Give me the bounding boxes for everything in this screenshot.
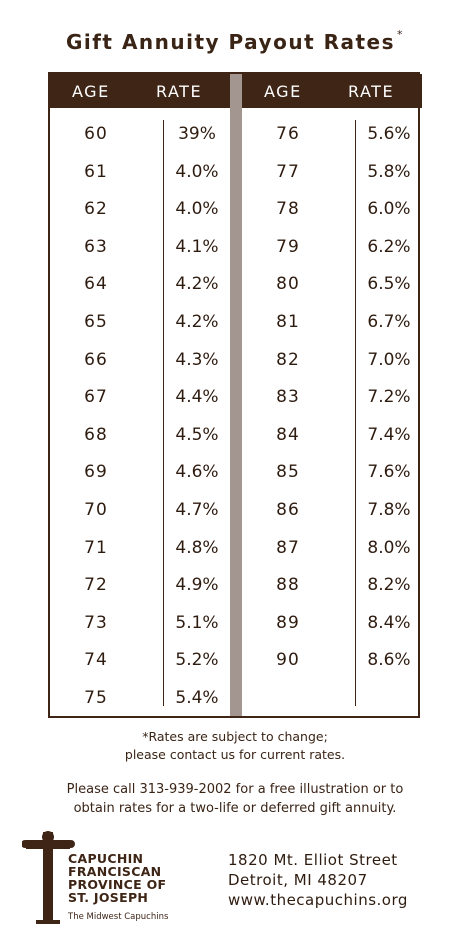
age-cell: 86 <box>276 499 300 520</box>
age-cell: 79 <box>276 236 300 257</box>
age-cell: 60 <box>84 124 108 144</box>
rates-disclaimer <box>0 728 470 764</box>
age-cell: 64 <box>84 274 108 295</box>
logo-wordmark <box>68 852 166 904</box>
table-row <box>242 569 422 607</box>
table-row <box>50 569 230 607</box>
rate-cell: 5.1% <box>175 612 219 633</box>
table-row <box>50 193 230 231</box>
table-row <box>50 118 230 156</box>
rates-column-left <box>50 74 230 716</box>
table-row <box>242 344 422 382</box>
rates-column-right <box>242 74 422 716</box>
rate-cell: 7.0% <box>367 349 411 370</box>
table-row <box>50 156 230 194</box>
table-row <box>242 419 422 457</box>
age-cell: 85 <box>276 462 300 483</box>
table-row <box>242 156 422 194</box>
age-cell: 90 <box>276 650 300 671</box>
title-text: Gift Annuity Payout Rates <box>65 30 396 54</box>
table-header-left <box>50 74 230 108</box>
table-header-right <box>242 74 422 108</box>
page-title <box>0 30 470 54</box>
logo-line-2: FRANCISCAN <box>68 864 162 879</box>
address-street: 1820 Mt. Elliot Street <box>228 851 398 869</box>
rate-cell: 5.8% <box>367 161 411 182</box>
table-row <box>242 456 422 494</box>
table-row <box>50 306 230 344</box>
address-city: Detroit, MI 48207 <box>228 871 368 889</box>
header-rate: RATE <box>348 82 395 101</box>
rate-cell: 7.2% <box>367 387 411 408</box>
logo-line-1: CAPUCHIN <box>68 851 144 866</box>
rate-cell: 39% <box>178 124 216 144</box>
rate-cell: 4.2% <box>175 274 219 295</box>
age-cell: 88 <box>276 575 300 596</box>
disclaimer-line-1: *Rates are subject to change; <box>142 729 328 744</box>
rate-cell: 8.4% <box>367 612 411 633</box>
table-row <box>242 193 422 231</box>
website-link[interactable]: www.thecapuchins.org <box>228 891 408 909</box>
age-cell: 84 <box>276 424 300 445</box>
rate-cell: 4.4% <box>175 387 219 408</box>
table-row <box>242 381 422 419</box>
table-row <box>242 306 422 344</box>
age-cell: 73 <box>84 612 108 633</box>
age-cell: 89 <box>276 612 300 633</box>
rates-table <box>48 72 420 718</box>
table-row <box>242 231 422 269</box>
age-cell: 61 <box>84 161 108 182</box>
center-separator-bar <box>230 74 242 716</box>
age-cell: 82 <box>276 349 300 370</box>
table-row <box>50 231 230 269</box>
rate-cell: 8.2% <box>367 575 411 596</box>
logo-line-3: PROVINCE OF <box>68 877 167 892</box>
age-cell: 74 <box>84 650 108 671</box>
table-row <box>50 268 230 306</box>
age-cell: 77 <box>276 161 300 182</box>
table-row <box>242 644 422 682</box>
rate-cell: 6.2% <box>367 236 411 257</box>
rate-cell: 4.6% <box>175 462 219 483</box>
rate-cell: 4.3% <box>175 349 219 370</box>
age-cell: 62 <box>84 199 108 220</box>
age-cell: 81 <box>276 311 300 332</box>
capuchin-logo <box>22 828 222 928</box>
table-row <box>50 344 230 382</box>
rate-cell: 4.8% <box>175 537 219 558</box>
table-row <box>242 532 422 570</box>
rate-cell: 5.6% <box>367 124 411 144</box>
table-row <box>50 644 230 682</box>
table-row <box>50 456 230 494</box>
age-cell: 70 <box>84 499 108 520</box>
rows-left <box>50 118 230 720</box>
disclaimer-line-2: please contact us for current rates. <box>124 747 346 762</box>
age-cell: 76 <box>276 124 300 144</box>
rate-cell: 8.0% <box>367 537 411 558</box>
table-row <box>242 494 422 532</box>
rate-cell: 4.9% <box>175 575 219 596</box>
rate-cell: 4.7% <box>175 499 219 520</box>
header-age: AGE <box>264 82 302 101</box>
logo-line-4: ST. JOSEPH <box>68 890 149 905</box>
age-cell: 67 <box>84 387 108 408</box>
rate-cell: 6.5% <box>367 274 411 295</box>
age-cell: 71 <box>84 537 108 558</box>
call-line-1: Please call 313-939-2002 for a free illustration or to <box>66 782 404 797</box>
age-cell: 68 <box>84 424 108 445</box>
rate-cell: 8.6% <box>367 650 411 671</box>
table-row <box>50 532 230 570</box>
rate-cell: 4.0% <box>175 161 219 182</box>
logo-tagline: The Midwest Capuchins <box>68 912 169 922</box>
title-asterisk: * <box>397 28 405 41</box>
table-row <box>242 268 422 306</box>
call-line-2: obtain rates for a two-life or deferred gift annuity. <box>73 801 397 816</box>
table-row <box>242 607 422 645</box>
table-row <box>50 607 230 645</box>
header-rate: RATE <box>156 82 203 101</box>
table-row <box>242 118 422 156</box>
table-row <box>50 682 230 720</box>
age-cell: 80 <box>276 274 300 295</box>
rate-cell: 4.2% <box>175 311 219 332</box>
table-row <box>50 494 230 532</box>
age-cell: 63 <box>84 236 108 257</box>
table-row <box>50 381 230 419</box>
rate-cell: 7.4% <box>367 424 411 445</box>
contact-address <box>228 850 408 910</box>
age-cell: 75 <box>84 687 108 708</box>
rate-cell: 6.0% <box>367 199 411 220</box>
rate-cell: 7.6% <box>367 462 411 483</box>
rate-cell: 4.0% <box>175 199 219 220</box>
age-cell: 66 <box>84 349 108 370</box>
rate-cell: 5.2% <box>175 650 219 671</box>
rows-right <box>242 118 422 682</box>
table-row <box>50 419 230 457</box>
call-to-action <box>0 780 470 818</box>
age-cell: 65 <box>84 311 108 332</box>
age-cell: 87 <box>276 537 300 558</box>
rate-cell: 4.1% <box>175 236 219 257</box>
rate-cell: 5.4% <box>175 687 219 708</box>
age-cell: 78 <box>276 199 300 220</box>
rate-cell: 7.8% <box>367 499 411 520</box>
rate-cell: 4.5% <box>175 424 219 445</box>
header-age: AGE <box>72 82 110 101</box>
age-cell: 69 <box>84 462 108 483</box>
rate-cell: 6.7% <box>367 311 411 332</box>
age-cell: 72 <box>84 575 108 596</box>
age-cell: 83 <box>276 387 300 408</box>
